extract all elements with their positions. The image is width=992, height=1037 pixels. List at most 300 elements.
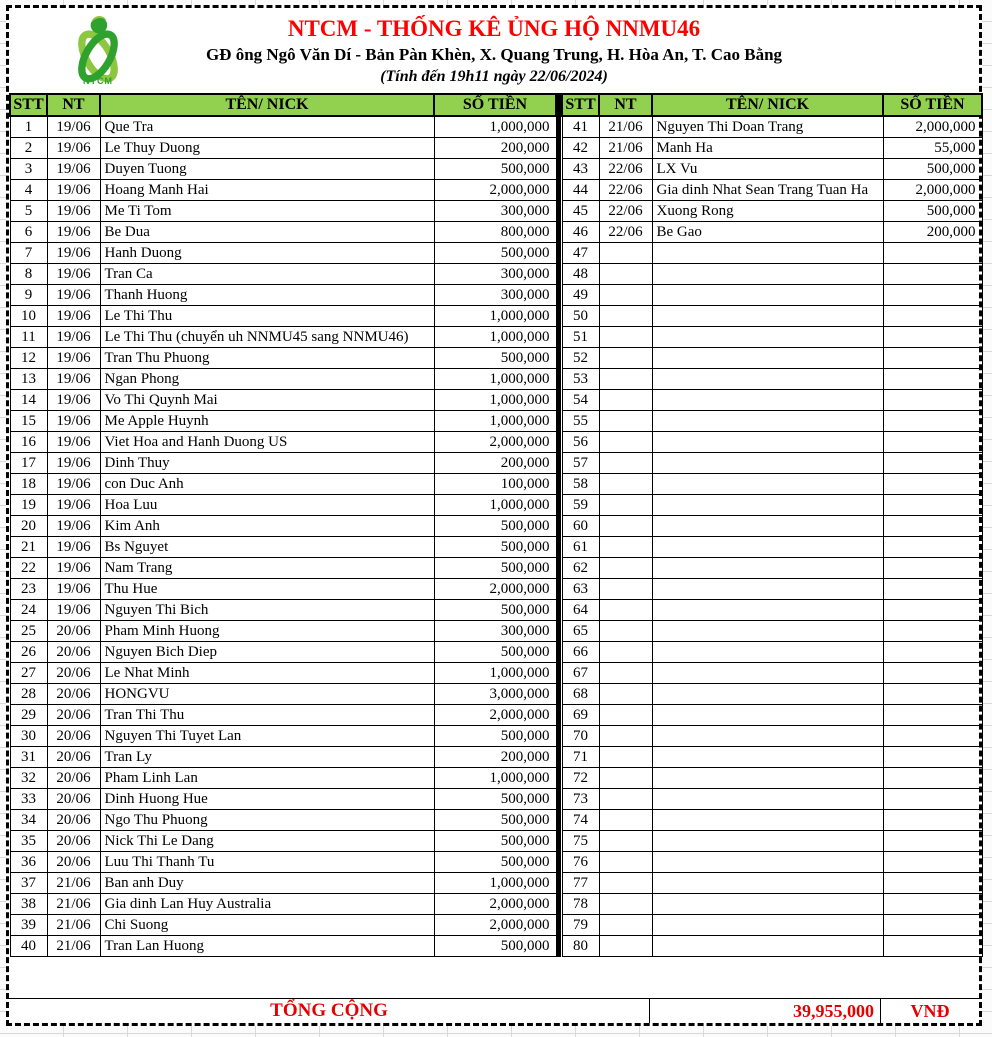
amount-cell[interactable]	[883, 642, 982, 663]
column-header-stt[interactable]: STT	[562, 94, 599, 116]
name-cell[interactable]	[652, 894, 883, 915]
name-cell[interactable]	[652, 705, 883, 726]
stt-cell[interactable]: 70	[562, 726, 599, 747]
nt-cell[interactable]: 20/06	[47, 642, 100, 663]
stt-cell[interactable]: 45	[562, 201, 599, 222]
stt-cell[interactable]: 50	[562, 306, 599, 327]
stt-cell[interactable]: 26	[10, 642, 47, 663]
amount-cell[interactable]: 200,000	[434, 747, 556, 768]
amount-cell[interactable]: 500,000	[434, 789, 556, 810]
nt-cell[interactable]	[599, 747, 652, 768]
stt-cell[interactable]: 53	[562, 369, 599, 390]
nt-cell[interactable]	[599, 663, 652, 684]
nt-cell[interactable]: 19/06	[47, 201, 100, 222]
nt-cell[interactable]	[599, 684, 652, 705]
nt-cell[interactable]: 21/06	[599, 138, 652, 159]
nt-cell[interactable]: 19/06	[47, 600, 100, 621]
name-cell[interactable]: Vo Thi Quynh Mai	[100, 390, 434, 411]
stt-cell[interactable]: 5	[10, 201, 47, 222]
stt-cell[interactable]: 51	[562, 327, 599, 348]
amount-cell[interactable]	[883, 369, 982, 390]
stt-cell[interactable]: 30	[10, 726, 47, 747]
nt-cell[interactable]: 20/06	[47, 831, 100, 852]
amount-cell[interactable]	[883, 705, 982, 726]
nt-cell[interactable]: 19/06	[47, 474, 100, 495]
name-cell[interactable]: Nguyen Bich Diep	[100, 642, 434, 663]
name-cell[interactable]	[652, 852, 883, 873]
name-cell[interactable]: Ban anh Duy	[100, 873, 434, 894]
nt-cell[interactable]: 19/06	[47, 369, 100, 390]
nt-cell[interactable]: 19/06	[47, 264, 100, 285]
nt-cell[interactable]	[599, 852, 652, 873]
stt-cell[interactable]: 37	[10, 873, 47, 894]
nt-cell[interactable]	[599, 306, 652, 327]
name-cell[interactable]	[652, 369, 883, 390]
nt-cell[interactable]: 19/06	[47, 306, 100, 327]
name-cell[interactable]	[652, 306, 883, 327]
stt-cell[interactable]: 66	[562, 642, 599, 663]
column-header-nt[interactable]: NT	[47, 94, 100, 116]
amount-cell[interactable]: 500,000	[434, 516, 556, 537]
nt-cell[interactable]	[599, 915, 652, 936]
amount-cell[interactable]	[883, 306, 982, 327]
name-cell[interactable]: Kim Anh	[100, 516, 434, 537]
nt-cell[interactable]: 19/06	[47, 579, 100, 600]
amount-cell[interactable]: 2,000,000	[434, 432, 556, 453]
stt-cell[interactable]: 52	[562, 348, 599, 369]
name-cell[interactable]	[652, 537, 883, 558]
stt-cell[interactable]: 68	[562, 684, 599, 705]
nt-cell[interactable]: 19/06	[47, 453, 100, 474]
stt-cell[interactable]: 3	[10, 159, 47, 180]
name-cell[interactable]: Tran Lan Huong	[100, 936, 434, 957]
amount-cell[interactable]: 800,000	[434, 222, 556, 243]
nt-cell[interactable]: 20/06	[47, 705, 100, 726]
nt-cell[interactable]: 19/06	[47, 138, 100, 159]
nt-cell[interactable]: 19/06	[47, 558, 100, 579]
nt-cell[interactable]	[599, 243, 652, 264]
name-cell[interactable]	[652, 789, 883, 810]
stt-cell[interactable]: 18	[10, 474, 47, 495]
name-cell[interactable]: Pham Minh Huong	[100, 621, 434, 642]
stt-cell[interactable]: 20	[10, 516, 47, 537]
name-cell[interactable]	[652, 432, 883, 453]
nt-cell[interactable]	[599, 894, 652, 915]
amount-cell[interactable]: 500,000	[883, 201, 982, 222]
stt-cell[interactable]: 21	[10, 537, 47, 558]
amount-cell[interactable]	[883, 516, 982, 537]
amount-cell[interactable]: 500,000	[434, 600, 556, 621]
amount-cell[interactable]	[883, 873, 982, 894]
amount-cell[interactable]: 1,000,000	[434, 495, 556, 516]
stt-cell[interactable]: 55	[562, 411, 599, 432]
name-cell[interactable]: Le Nhat Minh	[100, 663, 434, 684]
stt-cell[interactable]: 73	[562, 789, 599, 810]
stt-cell[interactable]: 77	[562, 873, 599, 894]
stt-cell[interactable]: 59	[562, 495, 599, 516]
nt-cell[interactable]: 22/06	[599, 180, 652, 201]
name-cell[interactable]	[652, 411, 883, 432]
stt-cell[interactable]: 25	[10, 621, 47, 642]
nt-cell[interactable]	[599, 516, 652, 537]
stt-cell[interactable]: 38	[10, 894, 47, 915]
name-cell[interactable]: Dinh Thuy	[100, 453, 434, 474]
amount-cell[interactable]: 2,000,000	[434, 579, 556, 600]
amount-cell[interactable]: 500,000	[434, 642, 556, 663]
column-header-amount[interactable]: SỐ TIỀN	[434, 94, 556, 116]
name-cell[interactable]: Gia dinh Nhat Sean Trang Tuan Ha	[652, 180, 883, 201]
amount-cell[interactable]: 2,000,000	[434, 915, 556, 936]
amount-cell[interactable]	[883, 453, 982, 474]
stt-cell[interactable]: 34	[10, 810, 47, 831]
nt-cell[interactable]	[599, 600, 652, 621]
stt-cell[interactable]: 71	[562, 747, 599, 768]
amount-cell[interactable]: 200,000	[434, 453, 556, 474]
amount-cell[interactable]	[883, 684, 982, 705]
nt-cell[interactable]: 19/06	[47, 222, 100, 243]
amount-cell[interactable]: 500,000	[434, 159, 556, 180]
name-cell[interactable]: Dinh Huong Hue	[100, 789, 434, 810]
nt-cell[interactable]: 20/06	[47, 852, 100, 873]
nt-cell[interactable]	[599, 810, 652, 831]
nt-cell[interactable]	[599, 621, 652, 642]
name-cell[interactable]	[652, 726, 883, 747]
nt-cell[interactable]	[599, 768, 652, 789]
column-header-nt[interactable]: NT	[599, 94, 652, 116]
stt-cell[interactable]: 28	[10, 684, 47, 705]
amount-cell[interactable]: 2,000,000	[883, 180, 982, 201]
nt-cell[interactable]: 19/06	[47, 516, 100, 537]
nt-cell[interactable]: 19/06	[47, 159, 100, 180]
nt-cell[interactable]	[599, 642, 652, 663]
name-cell[interactable]: Gia dinh Lan Huy Australia	[100, 894, 434, 915]
nt-cell[interactable]: 19/06	[47, 537, 100, 558]
name-cell[interactable]	[652, 936, 883, 957]
amount-cell[interactable]: 100,000	[434, 474, 556, 495]
name-cell[interactable]	[652, 516, 883, 537]
nt-cell[interactable]	[599, 789, 652, 810]
amount-cell[interactable]: 1,000,000	[434, 369, 556, 390]
stt-cell[interactable]: 24	[10, 600, 47, 621]
stt-cell[interactable]: 58	[562, 474, 599, 495]
name-cell[interactable]: Le Thi Thu	[100, 306, 434, 327]
name-cell[interactable]	[652, 663, 883, 684]
amount-cell[interactable]	[883, 264, 982, 285]
name-cell[interactable]: HONGVU	[100, 684, 434, 705]
stt-cell[interactable]: 72	[562, 768, 599, 789]
amount-cell[interactable]	[883, 243, 982, 264]
stt-cell[interactable]: 67	[562, 663, 599, 684]
name-cell[interactable]: Luu Thi Thanh Tu	[100, 852, 434, 873]
column-header-name[interactable]: TÊN/ NICK	[100, 94, 434, 116]
nt-cell[interactable]	[599, 705, 652, 726]
stt-cell[interactable]: 13	[10, 369, 47, 390]
amount-cell[interactable]: 1,000,000	[434, 768, 556, 789]
stt-cell[interactable]: 6	[10, 222, 47, 243]
amount-cell[interactable]	[883, 915, 982, 936]
nt-cell[interactable]	[599, 873, 652, 894]
nt-cell[interactable]: 19/06	[47, 495, 100, 516]
name-cell[interactable]: Hanh Duong	[100, 243, 434, 264]
nt-cell[interactable]	[599, 432, 652, 453]
stt-cell[interactable]: 76	[562, 852, 599, 873]
amount-cell[interactable]: 1,000,000	[434, 327, 556, 348]
stt-cell[interactable]: 57	[562, 453, 599, 474]
stt-cell[interactable]: 22	[10, 558, 47, 579]
nt-cell[interactable]: 21/06	[47, 915, 100, 936]
nt-cell[interactable]	[599, 558, 652, 579]
nt-cell[interactable]	[599, 411, 652, 432]
nt-cell[interactable]: 20/06	[47, 621, 100, 642]
nt-cell[interactable]: 20/06	[47, 684, 100, 705]
stt-cell[interactable]: 33	[10, 789, 47, 810]
amount-cell[interactable]	[883, 411, 982, 432]
amount-cell[interactable]: 500,000	[434, 726, 556, 747]
stt-cell[interactable]: 49	[562, 285, 599, 306]
nt-cell[interactable]	[599, 579, 652, 600]
stt-cell[interactable]: 39	[10, 915, 47, 936]
amount-cell[interactable]: 500,000	[434, 348, 556, 369]
name-cell[interactable]	[652, 264, 883, 285]
nt-cell[interactable]	[599, 936, 652, 957]
stt-cell[interactable]: 46	[562, 222, 599, 243]
amount-cell[interactable]	[883, 831, 982, 852]
stt-cell[interactable]: 4	[10, 180, 47, 201]
amount-cell[interactable]: 500,000	[434, 810, 556, 831]
amount-cell[interactable]	[883, 768, 982, 789]
nt-cell[interactable]: 20/06	[47, 789, 100, 810]
stt-cell[interactable]: 44	[562, 180, 599, 201]
nt-cell[interactable]: 21/06	[47, 936, 100, 957]
amount-cell[interactable]	[883, 663, 982, 684]
name-cell[interactable]: Bs Nguyet	[100, 537, 434, 558]
nt-cell[interactable]: 22/06	[599, 222, 652, 243]
nt-cell[interactable]: 19/06	[47, 411, 100, 432]
name-cell[interactable]: Chi Suong	[100, 915, 434, 936]
nt-cell[interactable]: 21/06	[47, 894, 100, 915]
amount-cell[interactable]	[883, 285, 982, 306]
name-cell[interactable]	[652, 768, 883, 789]
stt-cell[interactable]: 31	[10, 747, 47, 768]
name-cell[interactable]: Manh Ha	[652, 138, 883, 159]
name-cell[interactable]	[652, 873, 883, 894]
nt-cell[interactable]	[599, 726, 652, 747]
name-cell[interactable]: Nguyen Thi Doan Trang	[652, 116, 883, 138]
nt-cell[interactable]: 21/06	[599, 116, 652, 138]
amount-cell[interactable]	[883, 474, 982, 495]
amount-cell[interactable]: 3,000,000	[434, 684, 556, 705]
amount-cell[interactable]	[883, 789, 982, 810]
nt-cell[interactable]	[599, 537, 652, 558]
nt-cell[interactable]: 19/06	[47, 180, 100, 201]
stt-cell[interactable]: 75	[562, 831, 599, 852]
amount-cell[interactable]: 500,000	[434, 936, 556, 957]
name-cell[interactable]	[652, 327, 883, 348]
stt-cell[interactable]: 23	[10, 579, 47, 600]
amount-cell[interactable]: 500,000	[434, 852, 556, 873]
stt-cell[interactable]: 19	[10, 495, 47, 516]
amount-cell[interactable]	[883, 348, 982, 369]
amount-cell[interactable]	[883, 600, 982, 621]
stt-cell[interactable]: 65	[562, 621, 599, 642]
stt-cell[interactable]: 63	[562, 579, 599, 600]
stt-cell[interactable]: 16	[10, 432, 47, 453]
amount-cell[interactable]: 200,000	[434, 138, 556, 159]
name-cell[interactable]	[652, 747, 883, 768]
name-cell[interactable]: Nguyen Thi Bich	[100, 600, 434, 621]
nt-cell[interactable]: 20/06	[47, 663, 100, 684]
amount-cell[interactable]: 500,000	[883, 159, 982, 180]
name-cell[interactable]: Thu Hue	[100, 579, 434, 600]
stt-cell[interactable]: 48	[562, 264, 599, 285]
amount-cell[interactable]: 1,000,000	[434, 873, 556, 894]
name-cell[interactable]	[652, 558, 883, 579]
name-cell[interactable]	[652, 579, 883, 600]
nt-cell[interactable]	[599, 348, 652, 369]
name-cell[interactable]: Me Ti Tom	[100, 201, 434, 222]
amount-cell[interactable]: 2,000,000	[434, 705, 556, 726]
amount-cell[interactable]	[883, 579, 982, 600]
name-cell[interactable]: LX Vu	[652, 159, 883, 180]
stt-cell[interactable]: 80	[562, 936, 599, 957]
nt-cell[interactable]: 22/06	[599, 159, 652, 180]
name-cell[interactable]	[652, 600, 883, 621]
nt-cell[interactable]: 21/06	[47, 873, 100, 894]
amount-cell[interactable]	[883, 810, 982, 831]
stt-cell[interactable]: 12	[10, 348, 47, 369]
stt-cell[interactable]: 14	[10, 390, 47, 411]
stt-cell[interactable]: 9	[10, 285, 47, 306]
name-cell[interactable]: Hoa Luu	[100, 495, 434, 516]
name-cell[interactable]	[652, 642, 883, 663]
name-cell[interactable]	[652, 243, 883, 264]
name-cell[interactable]: Be Dua	[100, 222, 434, 243]
amount-cell[interactable]: 2,000,000	[434, 894, 556, 915]
amount-cell[interactable]: 500,000	[434, 831, 556, 852]
name-cell[interactable]: Tran Thu Phuong	[100, 348, 434, 369]
amount-cell[interactable]	[883, 327, 982, 348]
nt-cell[interactable]	[599, 390, 652, 411]
stt-cell[interactable]: 43	[562, 159, 599, 180]
name-cell[interactable]: Thanh Huong	[100, 285, 434, 306]
nt-cell[interactable]	[599, 285, 652, 306]
column-header-name[interactable]: TÊN/ NICK	[652, 94, 883, 116]
name-cell[interactable]	[652, 495, 883, 516]
name-cell[interactable]: Que Tra	[100, 116, 434, 138]
nt-cell[interactable]: 19/06	[47, 327, 100, 348]
amount-cell[interactable]: 300,000	[434, 621, 556, 642]
nt-cell[interactable]: 20/06	[47, 810, 100, 831]
name-cell[interactable]	[652, 684, 883, 705]
stt-cell[interactable]: 2	[10, 138, 47, 159]
amount-cell[interactable]: 1,000,000	[434, 411, 556, 432]
nt-cell[interactable]: 19/06	[47, 116, 100, 138]
column-header-stt[interactable]: STT	[10, 94, 47, 116]
stt-cell[interactable]: 79	[562, 915, 599, 936]
nt-cell[interactable]	[599, 453, 652, 474]
stt-cell[interactable]: 27	[10, 663, 47, 684]
stt-cell[interactable]: 56	[562, 432, 599, 453]
nt-cell[interactable]	[599, 831, 652, 852]
nt-cell[interactable]: 19/06	[47, 390, 100, 411]
name-cell[interactable]	[652, 474, 883, 495]
name-cell[interactable]: Le Thuy Duong	[100, 138, 434, 159]
name-cell[interactable]: Nick Thi Le Dang	[100, 831, 434, 852]
amount-cell[interactable]: 1,000,000	[434, 116, 556, 138]
name-cell[interactable]	[652, 810, 883, 831]
nt-cell[interactable]: 19/06	[47, 243, 100, 264]
stt-cell[interactable]: 1	[10, 116, 47, 138]
name-cell[interactable]	[652, 285, 883, 306]
stt-cell[interactable]: 60	[562, 516, 599, 537]
amount-cell[interactable]: 55,000	[883, 138, 982, 159]
stt-cell[interactable]: 11	[10, 327, 47, 348]
name-cell[interactable]	[652, 348, 883, 369]
name-cell[interactable]	[652, 831, 883, 852]
name-cell[interactable]: Xuong Rong	[652, 201, 883, 222]
nt-cell[interactable]: 20/06	[47, 768, 100, 789]
nt-cell[interactable]: 22/06	[599, 201, 652, 222]
stt-cell[interactable]: 42	[562, 138, 599, 159]
stt-cell[interactable]: 32	[10, 768, 47, 789]
stt-cell[interactable]: 69	[562, 705, 599, 726]
stt-cell[interactable]: 17	[10, 453, 47, 474]
amount-cell[interactable]	[883, 747, 982, 768]
stt-cell[interactable]: 15	[10, 411, 47, 432]
nt-cell[interactable]	[599, 369, 652, 390]
amount-cell[interactable]: 500,000	[434, 558, 556, 579]
amount-cell[interactable]	[883, 894, 982, 915]
name-cell[interactable]: Nam Trang	[100, 558, 434, 579]
stt-cell[interactable]: 54	[562, 390, 599, 411]
stt-cell[interactable]: 61	[562, 537, 599, 558]
amount-cell[interactable]: 500,000	[434, 243, 556, 264]
name-cell[interactable]	[652, 453, 883, 474]
nt-cell[interactable]: 19/06	[47, 285, 100, 306]
amount-cell[interactable]: 2,000,000	[883, 116, 982, 138]
amount-cell[interactable]: 1,000,000	[434, 663, 556, 684]
column-header-amount[interactable]: SỐ TIỀN	[883, 94, 982, 116]
stt-cell[interactable]: 64	[562, 600, 599, 621]
stt-cell[interactable]: 36	[10, 852, 47, 873]
amount-cell[interactable]: 300,000	[434, 285, 556, 306]
name-cell[interactable]: Tran Ca	[100, 264, 434, 285]
name-cell[interactable]: Me Apple Huynh	[100, 411, 434, 432]
amount-cell[interactable]: 200,000	[883, 222, 982, 243]
stt-cell[interactable]: 29	[10, 705, 47, 726]
amount-cell[interactable]	[883, 558, 982, 579]
amount-cell[interactable]	[883, 726, 982, 747]
stt-cell[interactable]: 74	[562, 810, 599, 831]
name-cell[interactable]: Nguyen Thi Tuyet Lan	[100, 726, 434, 747]
amount-cell[interactable]	[883, 537, 982, 558]
amount-cell[interactable]: 300,000	[434, 201, 556, 222]
nt-cell[interactable]	[599, 264, 652, 285]
name-cell[interactable]: Viet Hoa and Hanh Duong US	[100, 432, 434, 453]
amount-cell[interactable]: 2,000,000	[434, 180, 556, 201]
nt-cell[interactable]: 20/06	[47, 726, 100, 747]
nt-cell[interactable]: 20/06	[47, 747, 100, 768]
stt-cell[interactable]: 10	[10, 306, 47, 327]
stt-cell[interactable]: 47	[562, 243, 599, 264]
name-cell[interactable]: Be Gao	[652, 222, 883, 243]
name-cell[interactable]	[652, 915, 883, 936]
nt-cell[interactable]	[599, 474, 652, 495]
amount-cell[interactable]	[883, 852, 982, 873]
amount-cell[interactable]	[883, 936, 982, 957]
stt-cell[interactable]: 62	[562, 558, 599, 579]
nt-cell[interactable]	[599, 495, 652, 516]
